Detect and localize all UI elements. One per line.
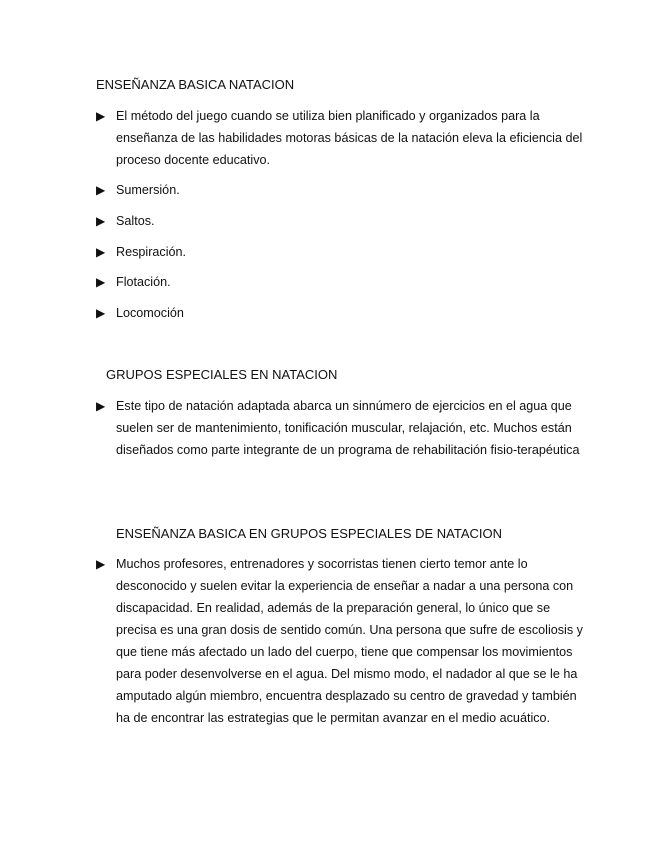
section-heading-basic-swimming: ENSEÑANZA BASICA NATACION: [96, 77, 295, 92]
triangle-bullet-icon: ▶: [96, 557, 106, 571]
list-item-text: Flotación.: [116, 275, 171, 289]
list-item: [96, 179, 586, 201]
list-item: [96, 210, 586, 232]
list-item: [96, 271, 586, 293]
list-item-text: Este tipo de natación adaptada abarca un sinnúmero de ejercicios en el agua que suelen ser de mantenimiento, tonificación muscular, relajación, etc. Muchos están diseñados como parte integrante de un programa de rehabilitación fisio-terapéutica: [116, 399, 580, 457]
list-item-text: Muchos profesores, entrenadores y socorristas tienen cierto temor ante lo desconocido y suelen evitar la experiencia de enseñar a nadar a una persona con discapacidad. En realidad, además de la preparación general, lo único que se precisa es una gran dosis de sentido común. Una persona que sufre de escoliosis y que tiene más afectado un lado del cuerpo, tiene que compensar los movimientos para poder desenvolverse en el agua. Del mismo modo, el nadador al que se le ha amputado algún miembro, encuentra desplazado su centro de gravedad y también ha de encontrar las estrategias que le permitan avanzar en el medio acuático.: [116, 557, 583, 725]
list-item-text: Respiración.: [116, 245, 186, 259]
list-item-text: El método del juego cuando se utiliza bien planificado y organizados para la enseñanza de las habilidades motoras básicas de la natación eleva la eficiencia del proceso docente educativo.: [116, 109, 583, 167]
list-item: [96, 105, 586, 171]
triangle-bullet-icon: ▶: [96, 245, 106, 259]
triangle-bullet-icon: ▶: [96, 399, 106, 413]
section-heading-basic-teaching-special-groups: ENSEÑANZA BASICA EN GRUPOS ESPECIALES DE NATACION: [116, 526, 503, 541]
list-item: [96, 302, 586, 324]
triangle-bullet-icon: ▶: [96, 109, 106, 123]
list-item-text: Locomoción: [116, 306, 184, 320]
triangle-bullet-icon: ▶: [96, 306, 106, 320]
section-heading-special-groups: GRUPOS ESPECIALES EN NATACION: [106, 367, 338, 382]
list-item-text: Sumersión.: [116, 183, 180, 197]
list-item: [96, 395, 586, 461]
list-item-text: Saltos.: [116, 214, 155, 228]
triangle-bullet-icon: ▶: [96, 183, 106, 197]
triangle-bullet-icon: ▶: [96, 275, 106, 289]
list-item: [96, 553, 586, 729]
list-item: [96, 241, 586, 263]
triangle-bullet-icon: ▶: [96, 214, 106, 228]
